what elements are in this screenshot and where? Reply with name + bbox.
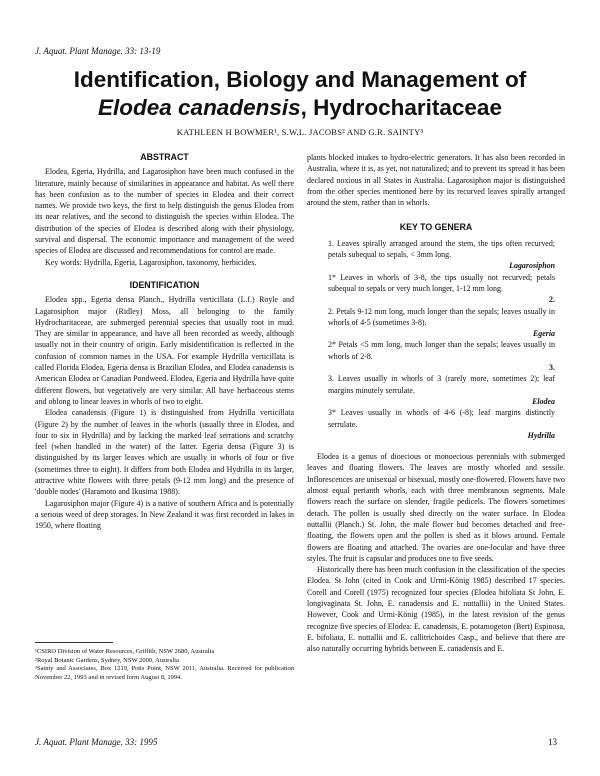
paper-title-line2 [35,94,565,122]
elodea-description: Elodea is a genus of dioecious or monoecious perennials with submerged leaves and floating flowers. The leaves are mostly whorled and sessile. Inflorescences are unisexual or bisexual, mostly one-flowered. Flowers have two almost equal perianth whorls, each with three membranous segments. Male flowers reach the surface on slender, fragile pedicels. The flowers sometimes detach. The pollen is usually shed directly on the water surface. In Elodea nuttallii (Planch.) St. John, the male flower bud becomes detached and free-floating, the flowers open and the pollen is shed as it blows around. Female flowers are floating and attached. The ovaries are one-locular and have three styles. The fruit is capsular and produces one to five seeds. [307,452,565,563]
key-result-3: Elodea [532,396,555,406]
key-entry-1b: 1* Leaves in whorls of 3-8, the tips usually not recurved; petals subequal to sepals or very much longer, 1-12 mm long. [328,272,555,293]
right-column-continuation: plants blocked intakes to hydro-electric generators. It has also been recorded in Australia, where it is, as yet, not naturalized; and to prevent its spread it has been declared noxious in all States in Australia. Lagarosiphon major is distinguished from the other species mentioned here by its recurved leaves spirally arranged around the stem, rather than in whorls. [307,153,565,208]
key-entry-2b: 2* Petals <5 mm long, much longer than the sepals; leaves usually in whorls of 2-8. [328,340,555,361]
key-result-2b: 3. [549,363,555,373]
key-heading: KEY TO GENERA [399,222,473,233]
left-column [35,152,294,532]
footnote-2: ²Royal Botanic Gardens, Sydney, NSW 2000, Australia [35,656,179,664]
key-entry-3b: 3* Leaves usually in whorls of 4-6 (-8); leaf margins distinctly serrulate. [328,408,555,429]
key-entry-2: 2. Petals 9-12 mm long, much longer than the sepals; leaves usually in whorls of 4-5 (sometimes 3-8). [328,306,555,327]
key-result-1: Lagarosiphon [509,261,555,271]
right-column [307,152,565,654]
abstract-heading: ABSTRACT [140,152,189,162]
page-number: 13 [548,737,557,747]
key-result-1b: 2. [549,295,555,305]
abstract-text: Elodea, Egeria, Hydrilla, and Lagarosiphon have been much confused in the literature, mainly because of similarities in appearance and habitat. As well there has been confusion as to the number of species in Elodea and their correct names. We provide two keys, the first to help distinguish the genus Elodea from its near relatives, and the second to distinguish the species within Elodea. The distribution of the species of Elodea is described along with their physiology, survival and dispersal. The economic importance and management of the weed species of Elodea are discussed and recommendations for control are made. [35,167,294,256]
journal-header: J. Aquat. Plant Manage. 33: 13-19 [35,46,161,56]
identification-paragraph-1: Elodea spp., Egeria densa Planch., Hydrilla verticillata (L.f.) Royle and Lagarosiphon major (Ridley) Moss, all belonging to the family Hydrocharitaceae, are submerged perennial species that usually root in mud. They are similar in appearance, and have all been recorded as weedy, although usually not in their country of origin. Early misidentification is reflected in the confusion of common names in the USA. For example Hydrilla verticillata is called Florida Elodea, Egeria densa is Brazilian Elodea, and Elodea canadensis is American Elodea or Canadian Pondweed. Elodea, Egeria and Hydrilla have quite different flowers, but vegetatively are very similar. All have herbaceous stems and oblong to linear leaves in whorls of two to eight. [35,295,294,406]
key-to-genera [307,238,565,441]
footnote-1: ¹CSIRO Division of Water Resources, Griffith, NSW 2680, Australia [35,648,215,655]
identification-paragraph-2: Elodea canadensis (Figure 1) is distinguished from Hydrilla verticillata (Figure 2) by the number of leaves in the whorls (usually three in Elodea, and four to six in Hydrilla) and by lacking the marked leaf serrations and scratchy feel (when handled in the water) of the latter. Egeria densa (Figure 3) is distinguished by its larger leaves which are usually in whorls of four or five (sometimes three to eight). It differs from both Elodea and Hydrilla in its larger, attractive white flowers with three petals (9-12 mm long) and the presence of 'double nodes' (Haramoto and Ikusima 1988). [35,408,294,497]
title-species-name: Elodea canadensis [98,95,301,120]
identification-paragraph-3: Lagarosiphon major (Figure 4) is a native of southern Africa and is potentially a serious weed of deep storages. In New Zealand it was first recorded in lakes in 1950, where floating [35,498,294,531]
classification-history: Historically there has been much confusion in the classification of the species Elodea. St John (cited in Cook and Urmi-König 1985) described 17 species. Corell and Corell (1975) recognized four species (Elodea bifoliata St John, E. longivaginata St. John, E. canadensis and E. nuttallii) in the United States. However, Cook and Urmi-König (1985), in the latest revision of the genus recognize five species of Elodea: E. canadensis, E. potamogeton (Bert) Espinosa, E. bifoliata, E. nuttallii and E. callitrichoides Casp., and believe that there are also naturally occurring hybrids between E. canadensis and E. [307,565,565,654]
key-result-3b: Hydrilla [527,430,555,440]
footer-journal: J. Aquat. Plant Manage. 33: 1995 [35,737,158,747]
footnote-3: ³Sainty and Associates, Box 1219, Potts Point, NSW 2011, Australia. Received for publication November 22, 1993 and in revised form August 8, 1994. [35,665,294,681]
key-result-2: Egeria [532,329,555,339]
author-list: KATHLEEN H BOWMER¹, S.W.L. JACOBS² AND G.R. SAINTY³ [176,127,424,137]
keywords: Key words: Hydrilla, Egeria, Lagarosiphon, taxonomy, herbicides. [45,257,257,267]
paper-title-line1: Identification, Biology and Management of [73,67,527,92]
key-entry-3: 3. Leaves usually in whorls of 3 (rarely more, sometimes 2); leaf margins minutely serrulate. [328,374,555,395]
footnote-rule [35,642,113,643]
footnotes [35,648,294,682]
identification-heading: IDENTIFICATION [129,279,200,290]
key-entry-1: 1. Leaves spirally arranged around the stem, the tips often recurved; petals subequal to sepals, < 3mm long. [328,238,555,260]
title-family: , Hydrocharitaceae [300,95,502,120]
